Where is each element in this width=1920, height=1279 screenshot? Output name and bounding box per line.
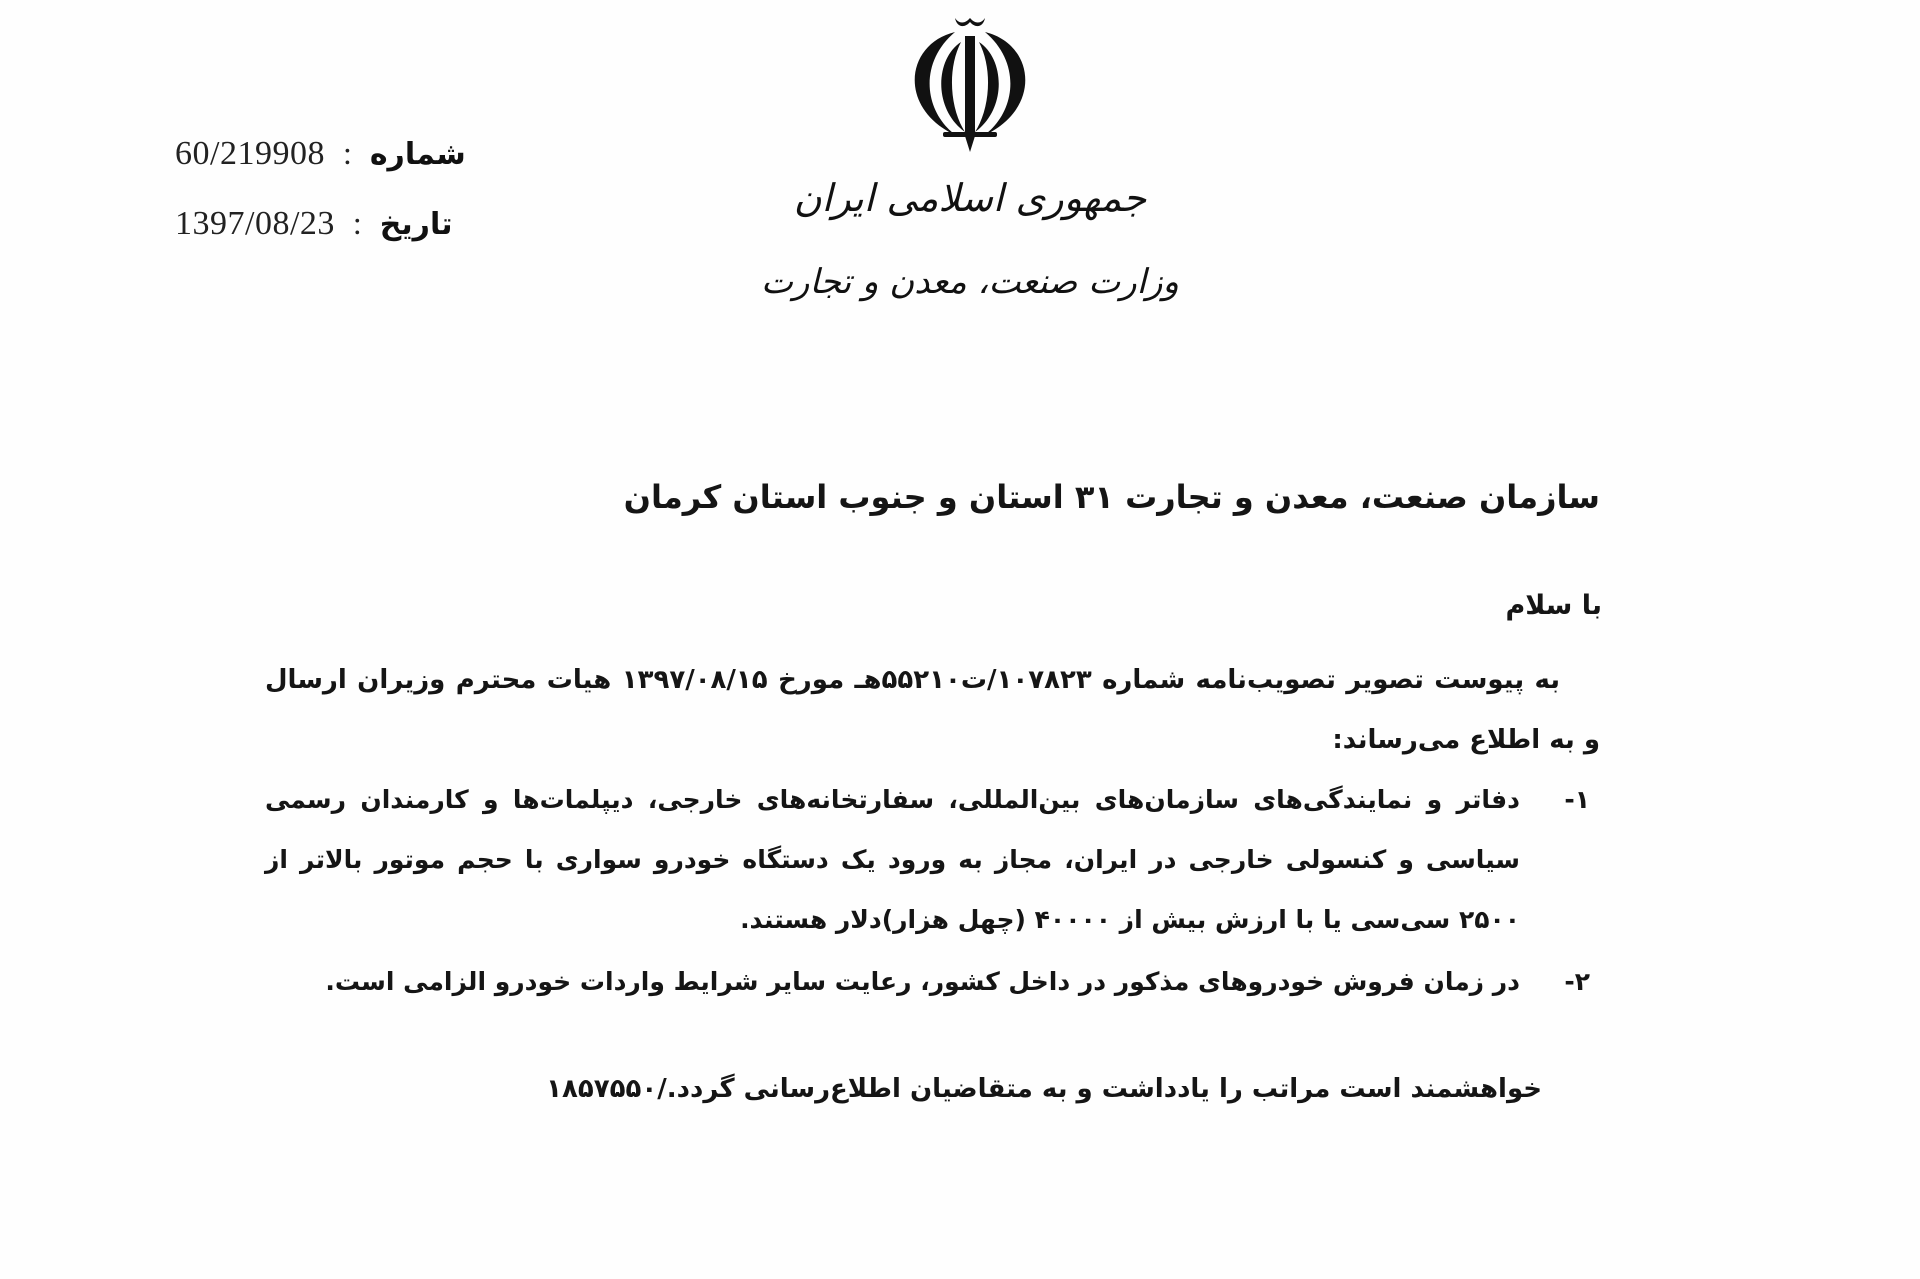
reference-date-label: تاریخ — [379, 207, 453, 242]
intro-paragraph — [265, 650, 1600, 770]
addressee: سازمان صنعت، معدن و تجارت ۳۱ استان و جنوب استان کرمان — [623, 478, 1600, 516]
list-item-number: ۲- — [1564, 967, 1590, 996]
iran-emblem-icon — [895, 14, 1045, 156]
list-item-text: دفاتر و نمایندگی‌های سازمان‌های بین‌المللی، سفارتخانه‌های خارجی، دیپلمات‌ها و کارمندان رسمی سیاسی و کنسولی خارجی در ایران، مجاز به ورود یک دستگاه خودرو سواری با حجم موتور بالاتر از ۲۵۰۰ سی‌سی یا با ارزش بیش از ۴۰۰۰۰ (چهل هزار)دلار هستند. — [265, 785, 1520, 934]
greeting: با سلام — [1505, 590, 1602, 621]
numbered-list — [265, 770, 1590, 1014]
reference-block — [175, 135, 485, 275]
reference-date-row — [175, 205, 485, 275]
reference-number-value: 60/219908 — [175, 135, 325, 172]
reference-date-separator: : — [352, 205, 362, 241]
letterhead-country: جمهوری اسلامی ایران — [793, 176, 1147, 220]
reference-number-label: شماره — [369, 137, 466, 172]
list-item — [265, 952, 1590, 1012]
list-item-text: در زمان فروش خودروهای مذکور در داخل کشور، رعایت سایر شرایط واردات خودرو الزامی است. — [325, 967, 1520, 996]
closing-line: خواهشمند است مراتب را یادداشت و به متقاضیان اطلاع‌رسانی گردد./۱۸۵۷۵۵۰ — [546, 1074, 1542, 1104]
list-item — [265, 770, 1590, 950]
reference-date-value: 1397/08/23 — [175, 205, 335, 242]
reference-number-row — [175, 135, 485, 205]
reference-number-separator: : — [342, 135, 352, 171]
intro-text: به پیوست تصویر تصویب‌نامه شماره ۱۰۷۸۲۳/ت۵۵۲۱۰هـ مورخ ۱۳۹۷/۰۸/۱۵ هیات محترم وزیران ارسال و به اطلاع می‌رساند: — [265, 665, 1600, 755]
letterhead-ministry: وزارت صنعت، معدن و تجارت — [761, 262, 1179, 302]
list-item-number: ۱- — [1564, 785, 1590, 814]
